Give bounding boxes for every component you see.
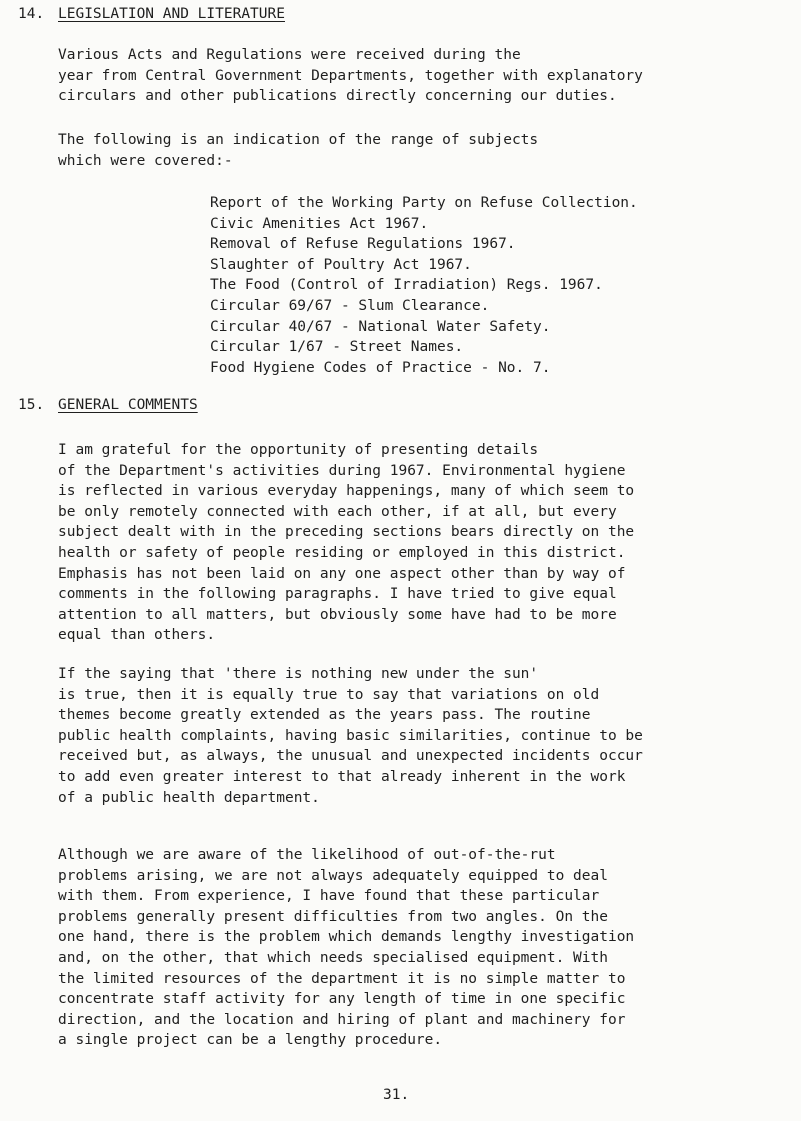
section-14-heading	[18, 6, 285, 22]
section-15-paragraph-3: Although we are aware of the likelihood of out-of-the-rut problems arising, we are not always adequately equipped to deal with them. From experience, I have found that these particular problems generally present difficulties from two angles. On the one hand, there is the problem which demands lengthy investigation and, on the other, that which needs specialised equipment. With the limited resources of the department it is no simple matter to concentrate staff activity for any length of time in one specific direction, and the location and hiring of plant and machinery for a single project can be a lengthy procedure.	[58, 847, 635, 1049]
section-14-number: 14.	[18, 6, 45, 22]
section-15-title: GENERAL COMMENTS	[58, 397, 198, 413]
section-15-paragraph-1: I am grateful for the opportunity of presenting details of the Department's activities during 1967. Environmental hygiene is reflected in various everyday happenings, many of which seem to be only remotely connected with each other, if at all, but every subject dealt with in the preceding sections bears directly on the health or safety of people residing or employed in this district. Emphasis has not been laid on any one aspect other than by way of comments in the following paragraphs. I have tried to give equal attention to all matters, but obviously some have had to be more equal than others.	[58, 442, 635, 644]
list-item: Circular 40/67 - National Water Safety.	[210, 318, 551, 335]
list-item: Circular 69/67 - Slum Clearance.	[210, 297, 490, 314]
section-14-paragraph-2: The following is an indication of the range of subjects which were covered:-	[58, 132, 539, 169]
list-item: The Food (Control of Irradiation) Regs. 1967.	[210, 277, 603, 294]
list-item: Slaughter of Poultry Act 1967.	[210, 256, 472, 273]
list-item: Food Hygiene Codes of Practice - No. 7.	[210, 359, 551, 376]
section-15-heading	[18, 397, 198, 413]
section-15-paragraph-2: If the saying that 'there is nothing new under the sun' is true, then it is equally true to say that variations on old themes become greatly extended as the years pass. The routine public health complaints, having basic similarities, continue to be received but, as always, the unusual and unexpected incidents occur to add even greater interest to that already inherent in the work of a public health department.	[58, 666, 643, 806]
page-number: 31.	[383, 1087, 410, 1103]
section-14-paragraph-1: Various Acts and Regulations were received during the year from Central Government Departments, together with explanatory circulars and other publications directly concerning our duties.	[58, 47, 643, 105]
list-item: Removal of Refuse Regulations 1967.	[210, 236, 516, 253]
section-14-title: LEGISLATION AND LITERATURE	[58, 6, 285, 22]
list-item: Circular 1/67 - Street Names.	[210, 339, 464, 356]
subjects-list	[210, 193, 638, 378]
section-15-number: 15.	[18, 397, 45, 413]
list-item: Report of the Working Party on Refuse Collection.	[210, 195, 638, 211]
list-item: Civic Amenities Act 1967.	[210, 215, 429, 232]
